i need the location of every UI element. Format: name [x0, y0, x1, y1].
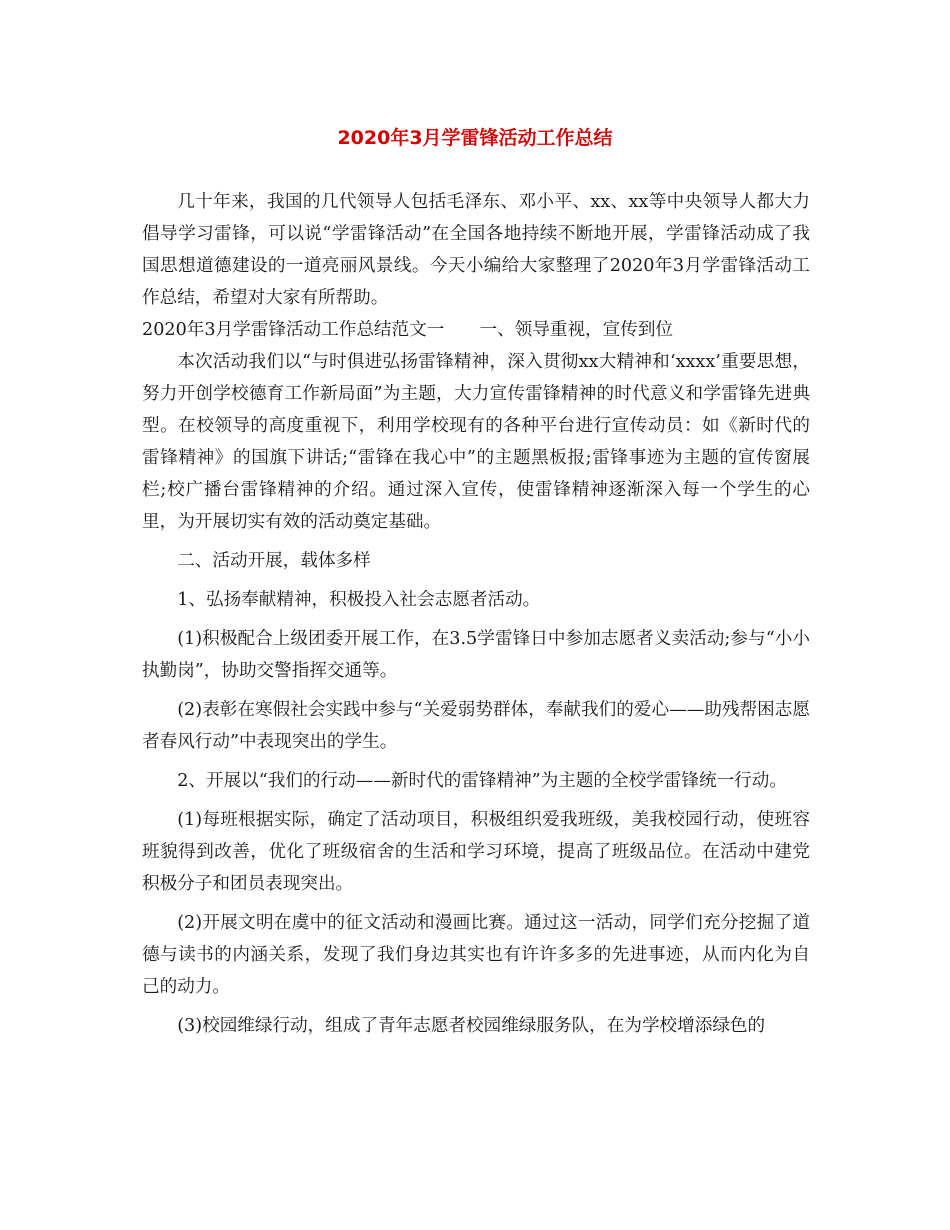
paragraph-item-2-2: (2)开展文明在虞中的征文活动和漫画比赛。通过这一活动，同学们充分挖掘了道德与读书的内涵关系，发现了我们身边其实也有许许多多的先进事迹，从而内化为自己的动力。	[142, 913, 810, 997]
paragraph-item-1-1: (1)积极配合上级团委开展工作，在3.5学雷锋日中参加志愿者义卖活动;参与“小小执勤岗”，协助交警指挥交通等。	[142, 629, 810, 681]
document-title: 2020年3月学雷锋活动工作总结	[337, 127, 613, 149]
paragraph-intro: 几十年来，我国的几代领导人包括毛泽东、邓小平、xx、xx等中央领导人都大力倡导学习雷锋，可以说“学雷锋活动”在全国各地持续不断地开展，学雷锋活动成了我国思想道德建设的一道亮丽风景线。今天小编给大家整理了2020年3月学雷锋活动工作总结，希望对大家有所帮助。	[142, 192, 810, 308]
paragraph-section-heading: 2020年3月学雷锋活动工作总结范文一 一、领导重视，宣传到位	[142, 320, 674, 340]
paragraph-item-1-2: (2)表彰在寒假社会实践中参与“关爱弱势群体，奉献我们的爱心——助残帮困志愿者春风行动”中表现突出的学生。	[142, 700, 810, 752]
paragraph-item-2-1: (1)每班根据实际，确定了活动项目，积极组织爱我班级，美我校园行动，使班容班貌得到改善，优化了班级宿舍的生活和学习环境，提高了班级品位。在活动中建党积极分子和团员表现突出。	[142, 810, 810, 894]
document-body	[142, 186, 810, 1042]
paragraph-item-1: 1、弘扬奉献精神，积极投入社会志愿者活动。	[177, 590, 541, 610]
paragraph-item-2-3: (3)校园维绿行动，组成了青年志愿者校园维绿服务队，在为学校增添绿色的	[177, 1016, 766, 1036]
paragraph-theme: 本次活动我们以“与时俱进弘扬雷锋精神，深入贯彻xx大精神和‘xxxx’重要思想，努力开创学校德育工作新局面”为主题，大力宣传雷锋精神的时代意义和学雷锋先进典型。在校领导的高度重视下，利用学校现有的各种平台进行宣传动员：如《新时代的雷锋精神》的国旗下讲话;“雷锋在我心中”的主题黑板报;雷锋事迹为主题的宣传窗展栏;校广播台雷锋精神的介绍。通过深入宣传，使雷锋精神逐渐深入每一个学生的心里，为开展切实有效的活动奠定基础。	[142, 352, 810, 532]
paragraph-item-2: 2、开展以“我们的行动——新时代的雷锋精神”为主题的全校学雷锋统一行动。	[177, 771, 787, 791]
paragraph-heading-2: 二、活动开展，载体多样	[177, 551, 371, 571]
